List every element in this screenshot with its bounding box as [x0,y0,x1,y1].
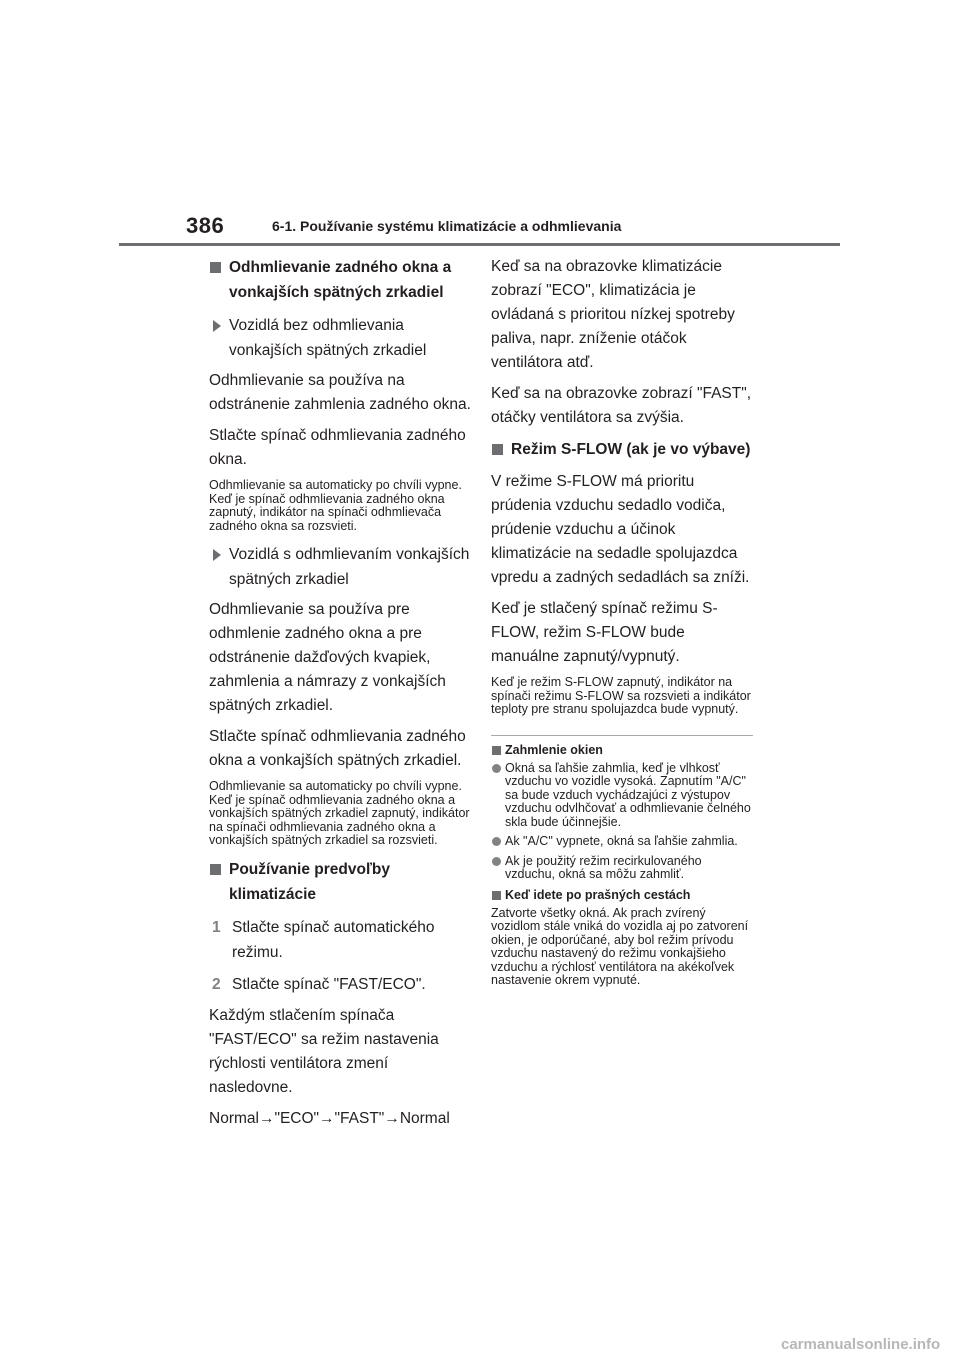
arrow-right-icon: → [384,1109,400,1127]
heading-rear-window-defogger: Odhmlievanie zadného okna a vonkajších spätných zrkadiel [209,255,471,305]
triangle-bullet-icon [213,320,221,332]
paragraph: Keď sa na obrazovke klimatizácie zobrazí "ECO", klimatizácia je ovládaná s prioritou nízkej spotreby paliva, napr. zníženie otáčok ventilátora atď. [491,258,735,371]
heading-s-flow-mode: Režim S-FLOW (ak je vo výbave) [491,437,753,462]
paragraph: V režime S-FLOW má prioritu prúdenia vzduchu sedadlo vodiča, prúdenie vzduchu a účinok klimatizácie na sedadle spolujazdca vpredu a zadných sedadlách sa zníži. [491,473,750,586]
circle-bullet-icon [492,837,501,846]
info-divider [491,735,753,736]
square-bullet-icon [492,746,501,755]
note: Zatvorte všetky okná. Ak prach zvírený vozidlom stále vniká do vozidla aj po zatvorení okien, je odporúčané, aby bol režim prívodu vzduchu nastavený do režimu vonkajšieho vzduchu a rýchlosť ventilátora na akékoľvek nastavenie okrem vypnuté. [491,905,749,987]
circle-bullet-icon [492,857,501,866]
subheading-with-mirror-defoggers: Vozidlá s odhmlievaním vonkajších spätných zrkadiel [209,542,471,592]
step-1: 1 Stlačte spínač automatického režimu. [209,915,471,965]
paragraph: Keď sa na obrazovke zobrazí "FAST", otáčky ventilátora sa zvýšia. [491,385,752,426]
bullet-item: Ak je použitý režim recirkulovaného vzduchu, okná sa môžu zahmliť. [491,855,753,882]
step-number: 1 [212,918,221,936]
arrow-right-icon: → [319,1109,335,1127]
square-bullet-icon [492,444,503,455]
page-number: 386 [186,213,225,238]
arrow-right-icon: → [258,1109,275,1127]
circle-bullet-icon [492,764,501,773]
paragraph: Odhmlievanie sa používa pre odhmlenie zadného okna a pre odstránenie dažďových kvapiek, zahmlenia a námrazy z vonkajších spätných zrkadiel. [209,601,446,714]
watermark: carmanualsonline.info [781,1336,941,1353]
paragraph: Stlačte spínač odhmlievania zadného okna a vonkajších spätných zrkadiel. [209,728,466,769]
info-heading-window-fogging: Zahmlenie okien [491,743,753,758]
header-divider [119,243,840,246]
paragraph: Keď je stlačený spínač režimu S-FLOW, režim S-FLOW bude manuálne zapnutý/vypnutý. [491,600,718,665]
paragraph: Odhmlievanie sa používa na odstránenie zahmlenia zadného okna. [209,372,471,413]
left-column [209,255,471,1138]
square-bullet-icon [210,262,221,273]
right-column [491,255,753,997]
subheading-without-mirror-defoggers: Vozidlá bez odhmlievania vonkajších spätných zrkadiel [209,313,471,363]
info-heading-dusty-roads: Keď idete po prašných cestách [491,888,753,903]
bullet-item: Ak "A/C" vypnete, okná sa ľahšie zahmlia. [491,835,753,849]
mode-sequence: Normal→"ECO"→"FAST"→Normal [209,1109,450,1127]
note: Odhmlievanie sa automaticky po chvíli vypne. Keď je spínač odhmlievania zadného okna a vonkajších spätných zrkadiel zapnutý, indikátor na spínači odhmlievania zadného okna a vonkajších spätných zrkadiel sa rozsvieti. [209,779,470,847]
triangle-bullet-icon [213,549,221,561]
square-bullet-icon [492,891,501,900]
page-header [0,0,960,250]
step-2: 2 Stlačte spínač "FAST/ECO". [209,972,471,997]
note: Keď je režim S-FLOW zapnutý, indikátor na spínači režimu S-FLOW sa rozsvieti a indikátor teploty pre stranu spolujazdca bude vypnutý. [491,675,751,716]
section-title: 6-1. Používanie systému klimatizácie a odhmlievania [272,218,622,234]
heading-ac-preset: Používanie predvoľby klimatizácie [209,857,471,907]
square-bullet-icon [210,864,221,875]
note: Odhmlievanie sa automaticky po chvíli vypne. Keď je spínač odhmlievania zadného okna zapnutý, indikátor na spínači odhmlievača zadného okna sa rozsvieti. [209,478,462,533]
paragraph: Každým stlačením spínača "FAST/ECO" sa režim nastavenia rýchlosti ventilátora zmení nasledovne. [209,1006,439,1096]
bullet-item: Okná sa ľahšie zahmlia, keď je vlhkosť vzduchu vo vozidle vysoká. Zapnutím "A/C" sa bude vzduch vychádzajúci z výstupov vzduchu odvlhčovať a odhmlievanie čelného skla bude účinnejšie. [491,762,753,830]
paragraph: Stlačte spínač odhmlievania zadného okna. [209,427,466,468]
step-number: 2 [212,975,221,993]
